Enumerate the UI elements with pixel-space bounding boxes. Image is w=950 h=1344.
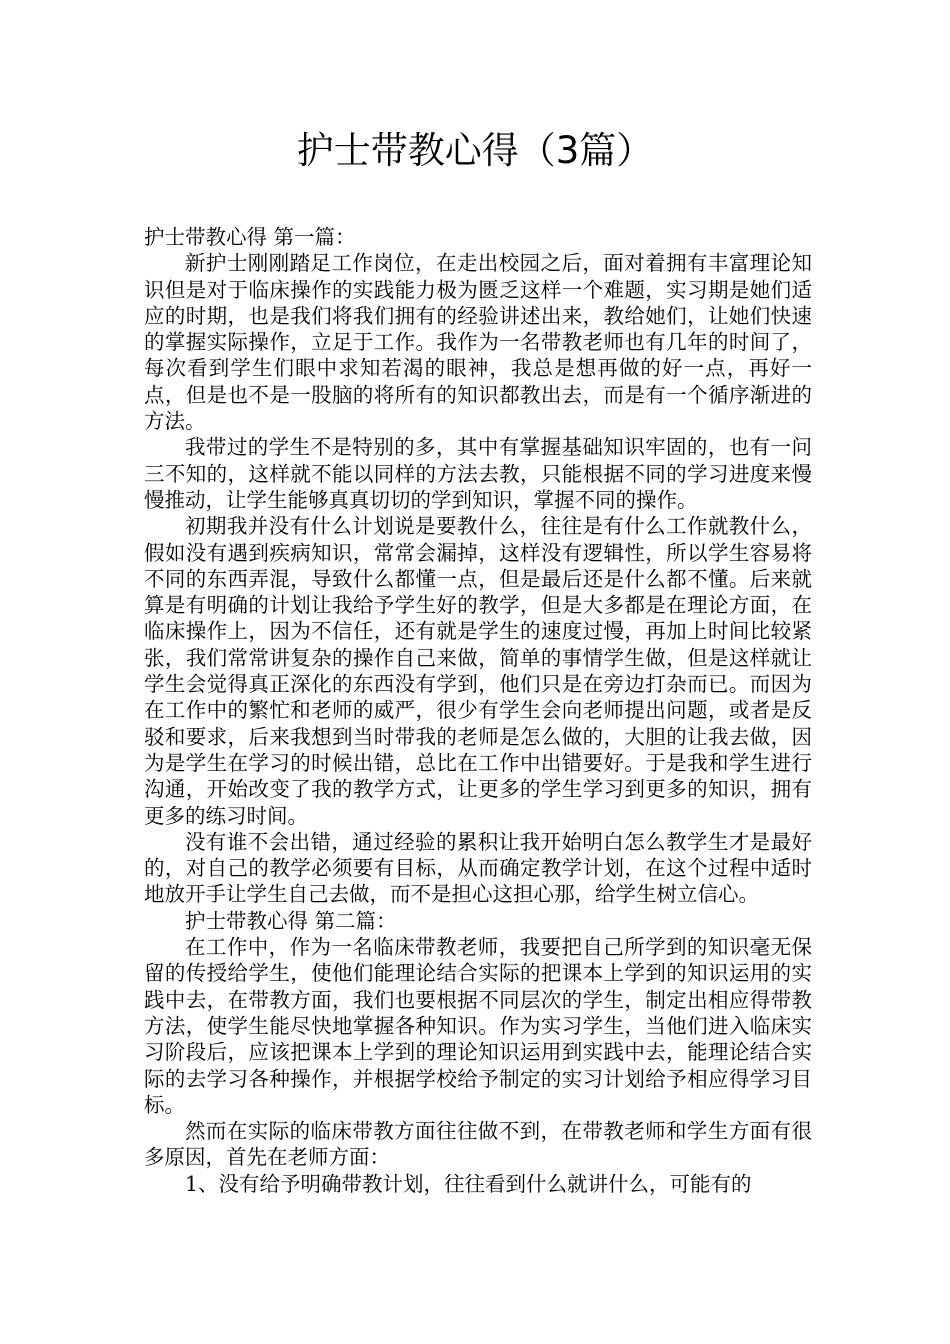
document-body <box>144 224 812 1197</box>
paragraph: 在工作中，作为一名临床带教老师，我要把自己所学到的知识毫无保留的传授给学生，使他们能理论结合实际的把课本上学到的知识运用的实践中去，在带教方面，我们也要根据不同层次的学生，制定出相应得带教方法，使学生能尽快地掌握各种知识。作为实习学生，当他们进入临床实习阶段后，应该把课本上学到的理论知识运用到实践中去，能理论结合实际的去学习各种操作，并根据学校给予制定的实习计划给予相应得学习目标。 <box>144 935 812 1117</box>
document-title: 护士带教心得（3篇） <box>296 129 654 172</box>
paragraph: 然而在实际的临床带教方面往往做不到，在带教老师和学生方面有很多原因，首先在老师方面： <box>144 1119 812 1170</box>
paragraph: 我带过的学生不是特别的多，其中有掌握基础知识牢固的，也有一问三不知的，这样就不能以同样的方法去教，只能根据不同的学习进度来慢慢推动，让学生能够真真切切的学到知识，掌握不同的操作。 <box>144 435 812 512</box>
paragraph: 新护士刚刚踏足工作岗位，在走出校园之后，面对着拥有丰富理论知识但是对于临床操作的实践能力极为匮乏这样一个难题，实习期是她们适应的时期，也是我们将我们拥有的经验讲述出来，教给她们，让她们快速的掌握实际操作，立足于工作。我作为一名带教老师也有几年的时间了，每次看到学生们眼中求知若渴的眼神，我总是想再做的好一点，再好一点，但是也不是一股脑的将所有的知识都教出去，而是有一个循序渐进的方法。 <box>144 251 812 434</box>
paragraph: 没有谁不会出错，通过经验的累积让我开始明白怎么教学生才是最好的，对自己的教学必须要有目标，从而确定教学计划，在这个过程中适时地放开手让学生自己去做，而不是担心这担心那，给学生树立信心。 <box>144 829 812 907</box>
list-item: 1、没有给予明确带教计划，往往看到什么就讲什么，可能有的 <box>185 1171 752 1196</box>
section-heading-1: 护士带教心得 第一篇： <box>144 225 356 249</box>
paragraph: 初期我并没有什么计划说是要教什么，往往是有什么工作就教什么，假如没有遇到疾病知识，常常会漏掉，这样没有逻辑性，所以学生容易将不同的东西弄混，导致什么都懂一点，但是最后还是什么都不懂。后来就算是有明确的计划让我给予学生好的教学，但是大多都是在理论方面，在临床操作上，因为不信任，还有就是学生的速度过慢，再加上时间比较紧张，我们常常讲复杂的操作自己来做，简单的事情学生做，但是这样就让学生会觉得真正深化的东西没有学到，他们只是在旁边打杂而已。而因为在工作中的繁忙和老师的威严，很少有学生会向老师提出问题，或者是反驳和要求，后来我想到当时带我的老师是怎么做的，大胆的让我去做，因为是学生在学习的时候出错，总比在工作中出错要好。于是我和学生进行沟通，开始改变了我的教学方式，让更多的学生学习到更多的知识，拥有更多的练习时间。 <box>144 514 812 828</box>
section-heading-2: 护士带教心得 第二篇： <box>185 908 397 933</box>
